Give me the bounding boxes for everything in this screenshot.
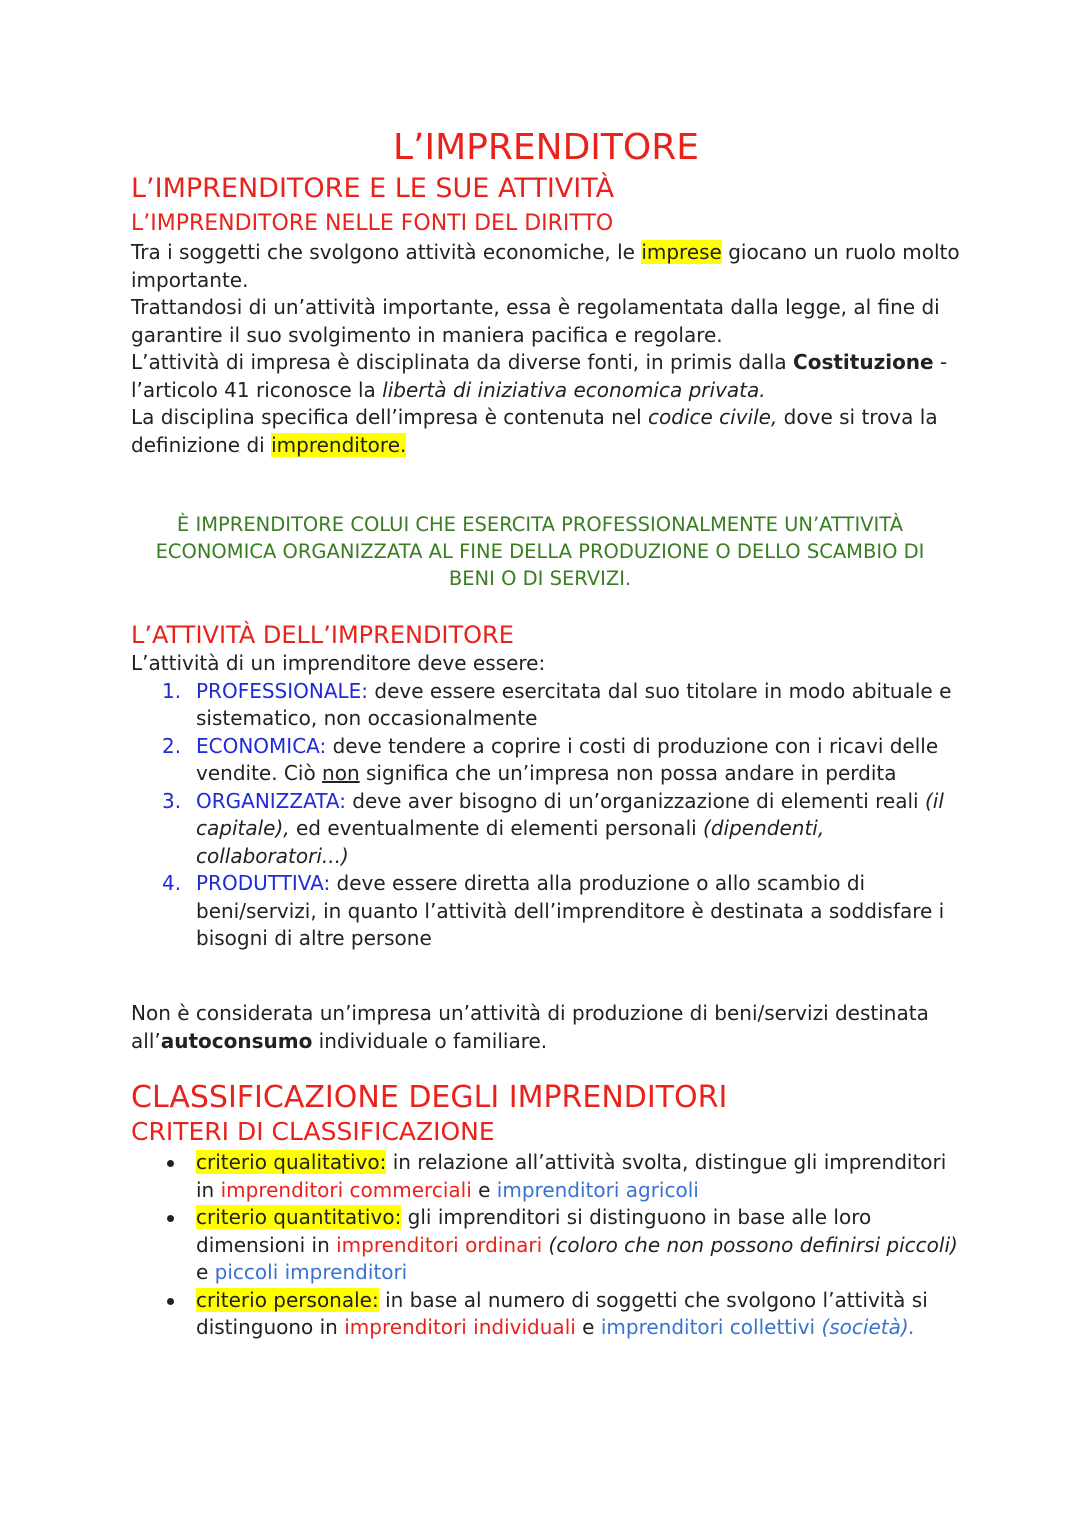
list-item: 3. ORGANIZZATA: deve aver bisogno di un’organizzazione di elementi reali (il capitale), ed eventualmente di elementi personali (dipendenti, collaboratori...) (162, 788, 944, 868)
requirements-list (131, 678, 961, 953)
page-title: L’IMPRENDITORE (393, 127, 699, 168)
attivita-block (131, 650, 961, 953)
paragraph-imprese: Tra i soggetti che svolgono attività economiche, le imprese giocano un ruolo molto importante. (131, 240, 960, 292)
bullet-icon (167, 1215, 174, 1222)
bullet-icon (167, 1298, 174, 1305)
term-professionale: PROFESSIONALE: (196, 678, 369, 703)
bold-costituzione: Costituzione (793, 350, 934, 374)
bullet-icon (167, 1160, 174, 1167)
list-item: criterio personale: in base al numero di soggetti che svolgono l’attività si distinguono in imprenditori individuali e imprenditori collettivi (società). (131, 1287, 961, 1342)
list-item: criterio qualitativo: in relazione all’attività svolta, distingue gli imprenditori in imprenditori commerciali e imprenditori agricoli (131, 1149, 961, 1204)
list-item: 2. ECONOMICA: deve tendere a coprire i costi di produzione con i ricavi delle vendite. Ciò non significa che un’impresa non possa andare in perdita (162, 733, 939, 785)
highlight-imprese: imprese (641, 240, 722, 264)
paragraph-codice-civile: La disciplina specifica dell’impresa è contenuta nel codice civile, dove si trova la definizione di imprenditore. (131, 405, 938, 457)
italic-liberta: libertà di iniziativa economica privata. (382, 377, 766, 402)
term-personale: criterio personale: (196, 1287, 379, 1312)
list-item: 1. PROFESSIONALE: deve essere esercitata dal suo titolare in modo abituale e sistematico, non occasionalmente (162, 678, 952, 730)
term-economica: ECONOMICA: (196, 733, 327, 758)
term-quantitativo: criterio quantitativo: (196, 1205, 402, 1229)
autoconsumo-note: Non è considerata un’impresa un’attività di produzione di beni/servizi destinata all’autoconsumo individuale o familiare. (131, 1001, 929, 1053)
term-organizzata: ORGANIZZATA: (196, 788, 346, 813)
criteria-list (131, 1149, 961, 1342)
criteri-block (131, 1149, 961, 1342)
list-item: 4. PRODUTTIVA: deve essere diretta alla produzione o allo scambio di beni/servizi, in quanto l’attività dell’imprenditore è destinata a soddisfare i bisogni di altre persone (162, 871, 945, 950)
list-item: criterio quantitativo: gli imprenditori si distinguono in base alle loro dimensioni in imprenditori ordinari (coloro che non possono definirsi piccoli) e piccoli imprenditori (131, 1204, 961, 1287)
intro-paragraphs (131, 239, 961, 459)
term-qualitativo: criterio qualitativo: (196, 1150, 387, 1174)
section-heading-attivita: L’ATTIVITÀ DELL’IMPRENDITORE (131, 621, 514, 649)
subheading-criteri: CRITERI DI CLASSIFICAZIONE (131, 1117, 495, 1146)
paragraph-regolamentata: Trattandosi di un’attività importante, essa è regolamentata dalla legge, al fine di garantire il suo svolgimento in maniera pacifica e regolare. (131, 295, 940, 347)
section-heading-classificazione: CLASSIFICAZIONE DEGLI IMPRENDITORI (131, 1080, 728, 1115)
term-produttiva: PRODUTTIVA: (196, 871, 331, 895)
bold-autoconsumo: autoconsumo (160, 1028, 313, 1053)
subheading-fonti-diritto: L’IMPRENDITORE NELLE FONTI DEL DIRITTO (131, 211, 614, 236)
section-heading-imprenditore-attivita: L’IMPRENDITORE E LE SUE ATTIVITÀ (131, 173, 615, 204)
paragraph-costituzione: L’attività di impresa è disciplinata da diverse fonti, in primis dalla Costituzione - l’articolo 41 riconosce la libertà di iniziativa economica privata. (131, 350, 948, 402)
definition-callout: È IMPRENDITORE COLUI CHE ESERCITA PROFESSIONALMENTE UN’ATTIVITÀ ECONOMICA ORGANIZZATA AL FINE DELLA PRODUZIONE O DELLO SCAMBIO DI BENI O DI SERVIZI. (155, 513, 925, 590)
highlight-imprenditore: imprenditore. (271, 432, 407, 457)
attivita-intro: L’attività di un imprenditore deve essere: (131, 651, 546, 675)
